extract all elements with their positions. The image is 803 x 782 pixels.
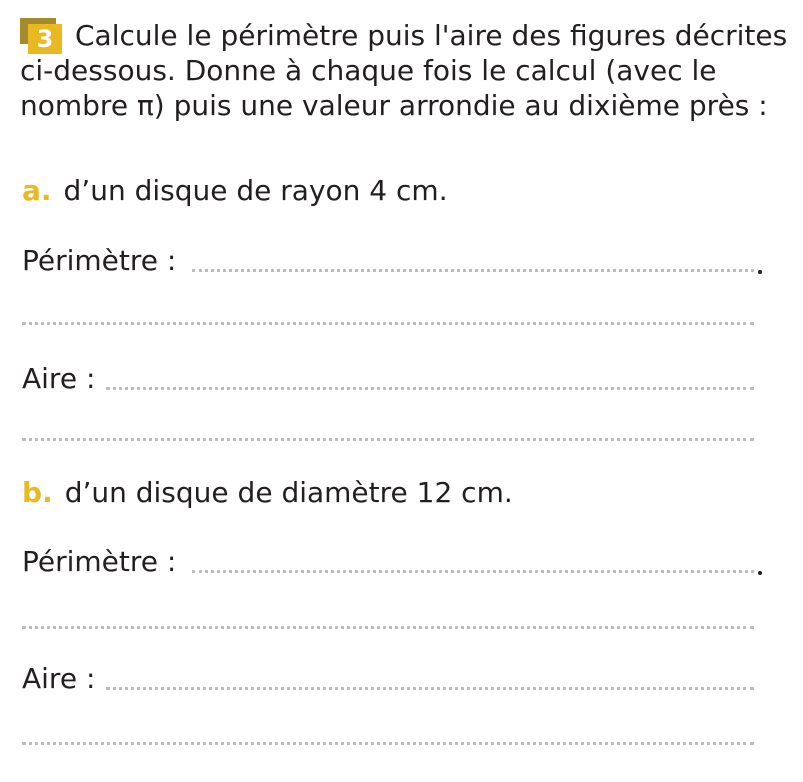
- instructions-text: Calcule le périmètre puis l'aire des figures décrites ci-dessous. Donne à chaque fois le calcul (avec le nombre π) puis une valeur arrondie au dixième près :: [20, 19, 788, 122]
- perimeter-label: Périmètre :: [22, 545, 177, 578]
- item-a: [22, 174, 448, 208]
- dotted-answer-field[interactable]: [192, 269, 754, 272]
- exercise-number-badge: [20, 18, 66, 56]
- blank-answer-line[interactable]: [22, 438, 754, 441]
- blank-answer-line[interactable]: [22, 322, 754, 325]
- line-end-period: [758, 270, 762, 274]
- dotted-answer-field[interactable]: [106, 387, 754, 390]
- item-letter: a.: [22, 174, 52, 207]
- item-b: [22, 476, 513, 510]
- item-text: d’un disque de rayon 4 cm.: [63, 174, 448, 207]
- blank-answer-line[interactable]: [22, 626, 754, 629]
- perimeter-answer-line-b[interactable]: [22, 545, 758, 579]
- blank-answer-line[interactable]: [22, 742, 754, 745]
- area-label: Aire :: [22, 662, 96, 695]
- dotted-answer-field[interactable]: [192, 570, 754, 573]
- item-letter: b.: [22, 476, 53, 509]
- area-label: Aire :: [22, 362, 96, 395]
- exercise-instructions: [20, 18, 790, 123]
- exercise-header: [20, 18, 790, 123]
- dotted-answer-field[interactable]: [106, 687, 754, 690]
- exercise-number: 3: [28, 24, 62, 54]
- perimeter-answer-line-a[interactable]: [22, 244, 758, 278]
- item-text: d’un disque de diamètre 12 cm.: [64, 476, 513, 509]
- area-answer-line-b[interactable]: [22, 662, 758, 696]
- perimeter-label: Périmètre :: [22, 244, 177, 277]
- area-answer-line-a[interactable]: [22, 362, 758, 396]
- line-end-period: [758, 571, 762, 575]
